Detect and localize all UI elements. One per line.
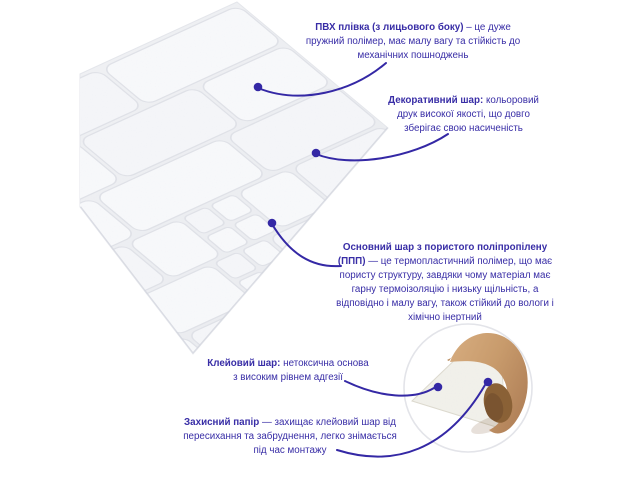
callout-title: Декоративний шар: (388, 95, 484, 106)
callout-pvc-film (295, 21, 531, 63)
callout-text: кольоровий друк високої якості, що довго зберігає свою насиченість (397, 95, 539, 134)
callout-text: — це термопластичний полімер, що має пористу структуру, завдяки чому матеріал має гарну термоізоляцію і низьку щільність, а відповідно і малу вагу, також стійкий до вологи і хімічно інертний (336, 256, 554, 323)
callout-text: — захищає клейовий шар від пересихання та забруднення, легко знімається під час монтажу (183, 417, 397, 456)
callout-title: Захисний папір (184, 417, 260, 428)
callout-title: Клейовий шар: (207, 358, 281, 369)
callout-dot-2 (312, 149, 321, 158)
callout-adhesive-layer (205, 357, 371, 385)
brick (0, 189, 17, 252)
brick (405, 164, 449, 192)
brick (0, 126, 19, 205)
callout-text: нетоксична основа з високим рівнем адгезії (233, 358, 369, 383)
callout-title: Основний шар з пористого поліпропілену (ППП) (337, 242, 548, 267)
brick (401, 196, 445, 224)
callout-protective-paper (179, 416, 401, 458)
brick (378, 177, 422, 205)
corner-detail (404, 324, 532, 452)
callout-dot-5 (484, 378, 493, 387)
brick (30, 269, 113, 323)
callout-dot-3 (268, 219, 277, 228)
callout-text: – це дуже пружний полімер, має малу вагу та стійкість до механічних пошноджень (305, 22, 521, 61)
brick (374, 209, 418, 237)
callout-dot-1 (254, 83, 263, 92)
callout-main-layer (330, 241, 560, 325)
callout-title: ПВХ плівка (з лицьового боку) (315, 22, 464, 33)
callout-dot-4 (434, 383, 443, 392)
brick (323, 202, 367, 230)
callout-decorative-layer (381, 94, 546, 136)
brick (351, 189, 395, 217)
brick (428, 184, 472, 212)
